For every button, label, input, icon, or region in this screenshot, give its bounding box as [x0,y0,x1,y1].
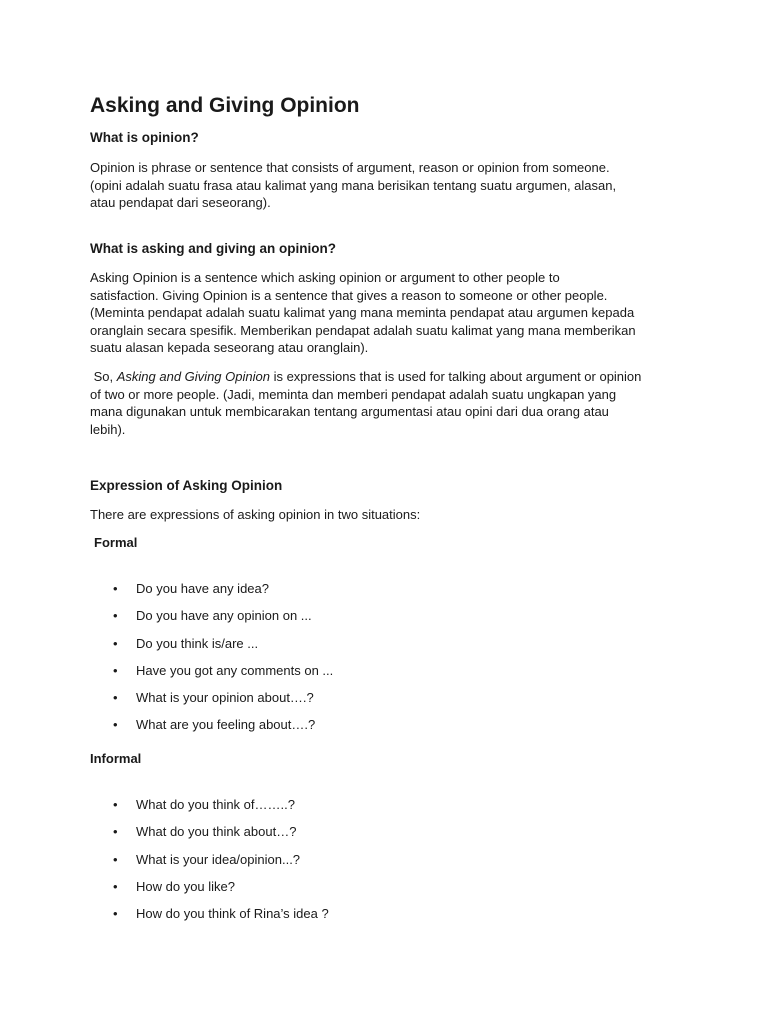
paragraph-line: (opini adalah suatu frasa atau kalimat yang mana berisikan tentang suatu argumen, alasan, [90,177,617,193]
asking-giving-definition-paragraph [90,269,636,357]
expressions-intro: There are expressions of asking opinion in two situations: [90,507,421,522]
bullet-icon: • [113,717,118,733]
paragraph-line: satisfaction. Giving Opinion is a sentence that gives a reason to someone or other people. [90,287,608,303]
paragraph-line: of two or more people. (Jadi, meminta dan memberi pendapat adalah suatu ungkapan yang [90,386,617,402]
formal-label: Formal [94,535,138,550]
paragraph-line: oranglain secara spesifik. Memberikan pendapat adalah suatu kalimat yang mana memberikan [90,322,636,338]
heading-expression-asking-opinion: Expression of Asking Opinion [90,478,283,493]
opinion-definition-paragraph [90,159,616,212]
summary-italic-term: Asking and Giving Opinion [116,369,270,384]
paragraph-line: lebih). [90,421,126,437]
bullet-icon: • [113,608,118,624]
summary-paragraph [90,368,641,438]
summary-prefix: So, [90,369,117,384]
paragraph-line: Asking Opinion is a sentence which asking opinion or argument to other people to [90,270,560,285]
paragraph-line: (Meminta pendapat adalah suatu kalimat yang mana meminta pendapat atau argumen kepada [90,305,635,320]
paragraph-line: atau pendapat dari seseorang). [90,195,271,210]
paragraph-line [90,368,641,386]
bullet-icon: • [113,581,118,596]
informal-label: Informal [90,751,142,766]
bullet-icon: • [113,635,118,651]
heading-what-is-opinion: What is opinion? [90,130,199,145]
bullet-icon: • [113,662,118,678]
bullet-icon: • [113,878,118,894]
bullet-icon: • [113,797,118,812]
bullet-icon: • [113,824,118,840]
summary-rest: is expressions that is used for talking about argument or opinion [269,369,642,384]
page-title: Asking and Giving Opinion [90,94,360,117]
bullet-icon: • [113,906,118,922]
bullet-icon: • [113,851,118,867]
paragraph-line: suatu alasan kepada seseorang atau oranglain). [90,340,369,355]
bullet-icon: • [113,690,118,706]
heading-asking-giving-opinion: What is asking and giving an opinion? [90,241,337,256]
paragraph-line: mana digunakan untuk membicarakan tentang argumentasi atau opini dari dua orang atau [90,404,609,419]
paragraph-line: Opinion is phrase or sentence that consists of argument, reason or opinion from someone. [90,160,610,175]
